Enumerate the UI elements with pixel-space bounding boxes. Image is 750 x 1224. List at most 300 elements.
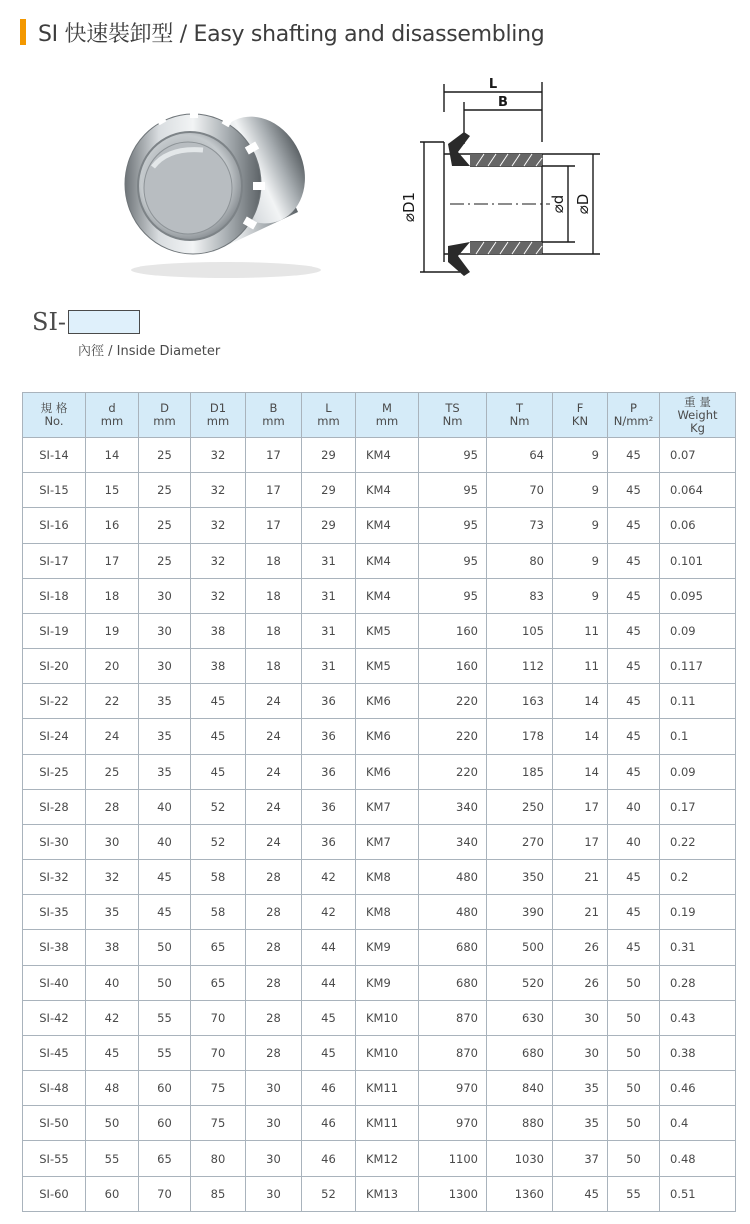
cell-B: 18 [246, 649, 302, 684]
page-title: SI 快速裝卸型 / Easy shafting and disassembling [38, 21, 545, 47]
cell-L: 31 [302, 543, 356, 578]
label-D: ⌀D [574, 193, 592, 215]
cell-L: 46 [302, 1141, 356, 1176]
technical-drawing [400, 72, 620, 297]
cell-T: 185 [487, 754, 553, 789]
accent-bar [20, 19, 26, 45]
cell-d: 22 [86, 684, 139, 719]
label-d: ⌀d [549, 194, 567, 214]
cell-d: 42 [86, 1000, 139, 1035]
cell-T: 520 [487, 965, 553, 1000]
cell-D1: 80 [191, 1141, 246, 1176]
cell-M: KM5 [356, 613, 419, 648]
cell-F: 21 [553, 895, 608, 930]
cell-T: 270 [487, 824, 553, 859]
cell-no: SI-60 [23, 1176, 86, 1211]
cell-weight: 0.31 [660, 930, 736, 965]
label-B: B [498, 95, 508, 110]
cell-T: 163 [487, 684, 553, 719]
cell-weight: 0.28 [660, 965, 736, 1000]
cell-TS: 480 [419, 860, 487, 895]
table-row [23, 438, 736, 473]
cell-d: 48 [86, 1071, 139, 1106]
designation-input-box [68, 310, 140, 334]
header-F [553, 393, 608, 438]
cell-B: 24 [246, 719, 302, 754]
cell-P: 50 [608, 1035, 660, 1070]
cell-D: 45 [139, 860, 191, 895]
cell-D: 35 [139, 719, 191, 754]
cell-M: KM8 [356, 860, 419, 895]
cell-F: 14 [553, 754, 608, 789]
cell-B: 30 [246, 1141, 302, 1176]
cell-D: 45 [139, 895, 191, 930]
cell-d: 30 [86, 824, 139, 859]
cell-T: 500 [487, 930, 553, 965]
table-row [23, 754, 736, 789]
header-D1 [191, 393, 246, 438]
cell-M: KM5 [356, 649, 419, 684]
cell-F: 11 [553, 649, 608, 684]
cell-F: 30 [553, 1035, 608, 1070]
cell-D1: 32 [191, 473, 246, 508]
cell-D: 25 [139, 543, 191, 578]
header-B [246, 393, 302, 438]
cell-B: 24 [246, 684, 302, 719]
cell-weight: 0.22 [660, 824, 736, 859]
cell-F: 9 [553, 543, 608, 578]
cell-D: 50 [139, 930, 191, 965]
cell-weight: 0.43 [660, 1000, 736, 1035]
table-row [23, 543, 736, 578]
cell-T: 840 [487, 1071, 553, 1106]
cell-no: SI-38 [23, 930, 86, 965]
cell-TS: 220 [419, 754, 487, 789]
cell-d: 24 [86, 719, 139, 754]
cell-weight: 0.38 [660, 1035, 736, 1070]
cell-no: SI-24 [23, 719, 86, 754]
cell-weight: 0.19 [660, 895, 736, 930]
cell-T: 64 [487, 438, 553, 473]
label-D1: ⌀D1 [400, 191, 418, 223]
cell-B: 18 [246, 578, 302, 613]
table-row [23, 508, 736, 543]
cell-TS: 160 [419, 613, 487, 648]
cell-D1: 75 [191, 1071, 246, 1106]
cell-weight: 0.17 [660, 789, 736, 824]
cell-weight: 0.09 [660, 613, 736, 648]
cell-L: 31 [302, 578, 356, 613]
cell-P: 50 [608, 1106, 660, 1141]
cell-D: 40 [139, 824, 191, 859]
cell-M: KM9 [356, 965, 419, 1000]
cell-L: 31 [302, 613, 356, 648]
cell-T: 73 [487, 508, 553, 543]
cell-T: 880 [487, 1106, 553, 1141]
cell-M: KM4 [356, 543, 419, 578]
header-TS [419, 393, 487, 438]
cell-L: 36 [302, 684, 356, 719]
cell-D1: 75 [191, 1106, 246, 1141]
cell-T: 80 [487, 543, 553, 578]
header-L [302, 393, 356, 438]
cell-TS: 95 [419, 438, 487, 473]
header-d-top: d [108, 401, 116, 415]
cell-L: 36 [302, 754, 356, 789]
cell-no: SI-48 [23, 1071, 86, 1106]
cell-B: 28 [246, 965, 302, 1000]
header-F-top: F [576, 401, 584, 415]
table-row [23, 1106, 736, 1141]
cell-D1: 45 [191, 719, 246, 754]
cell-weight: 0.095 [660, 578, 736, 613]
header-weight-mid: Weight [677, 407, 718, 422]
cell-TS: 1100 [419, 1141, 487, 1176]
cell-P: 45 [608, 649, 660, 684]
cell-weight: 0.48 [660, 1141, 736, 1176]
header-no [23, 393, 86, 438]
cell-P: 50 [608, 1000, 660, 1035]
cell-P: 45 [608, 930, 660, 965]
cell-B: 30 [246, 1071, 302, 1106]
cell-B: 24 [246, 789, 302, 824]
cell-F: 30 [553, 1000, 608, 1035]
header-T [487, 393, 553, 438]
cell-D1: 32 [191, 543, 246, 578]
header-P-top: P [630, 401, 637, 415]
cell-D: 60 [139, 1071, 191, 1106]
cell-L: 45 [302, 1000, 356, 1035]
cell-D1: 58 [191, 895, 246, 930]
cell-d: 16 [86, 508, 139, 543]
cell-L: 36 [302, 719, 356, 754]
cell-F: 9 [553, 508, 608, 543]
cell-no: SI-55 [23, 1141, 86, 1176]
cell-F: 26 [553, 965, 608, 1000]
cell-d: 50 [86, 1106, 139, 1141]
cell-P: 45 [608, 754, 660, 789]
table-row [23, 930, 736, 965]
cell-F: 11 [553, 613, 608, 648]
cell-D1: 85 [191, 1176, 246, 1211]
cell-T: 1360 [487, 1176, 553, 1211]
cell-M: KM4 [356, 578, 419, 613]
cell-B: 28 [246, 1035, 302, 1070]
cell-P: 45 [608, 860, 660, 895]
cell-T: 630 [487, 1000, 553, 1035]
cell-no: SI-40 [23, 965, 86, 1000]
cell-L: 46 [302, 1106, 356, 1141]
cell-T: 70 [487, 473, 553, 508]
cell-B: 24 [246, 824, 302, 859]
cell-d: 14 [86, 438, 139, 473]
cell-P: 45 [608, 438, 660, 473]
header-L-top: L [325, 401, 332, 415]
cell-M: KM4 [356, 438, 419, 473]
cell-d: 19 [86, 613, 139, 648]
cell-TS: 95 [419, 578, 487, 613]
cell-M: KM9 [356, 930, 419, 965]
table-header-row [23, 393, 736, 438]
cell-F: 37 [553, 1141, 608, 1176]
cell-TS: 220 [419, 684, 487, 719]
cell-F: 35 [553, 1106, 608, 1141]
cell-TS: 970 [419, 1106, 487, 1141]
cell-d: 40 [86, 965, 139, 1000]
cell-T: 105 [487, 613, 553, 648]
cell-F: 21 [553, 860, 608, 895]
table-row [23, 860, 736, 895]
cell-P: 45 [608, 473, 660, 508]
table-row [23, 1071, 736, 1106]
cell-P: 40 [608, 824, 660, 859]
label-L: L [488, 77, 498, 92]
cell-TS: 870 [419, 1035, 487, 1070]
cell-B: 30 [246, 1106, 302, 1141]
cell-weight: 0.1 [660, 719, 736, 754]
header-P [608, 393, 660, 438]
cell-P: 45 [608, 895, 660, 930]
header-d-bottom: mm [100, 414, 124, 428]
header-D [139, 393, 191, 438]
table-row [23, 649, 736, 684]
cell-TS: 480 [419, 895, 487, 930]
cell-d: 35 [86, 895, 139, 930]
cell-P: 40 [608, 789, 660, 824]
cell-P: 45 [608, 684, 660, 719]
cell-weight: 0.064 [660, 473, 736, 508]
cell-no: SI-42 [23, 1000, 86, 1035]
cell-weight: 0.2 [660, 860, 736, 895]
cell-no: SI-19 [23, 613, 86, 648]
cell-d: 55 [86, 1141, 139, 1176]
cell-L: 36 [302, 824, 356, 859]
table-row [23, 719, 736, 754]
cell-P: 45 [608, 719, 660, 754]
designation-prefix: SI- [32, 308, 67, 336]
cell-weight: 0.06 [660, 508, 736, 543]
table-row [23, 613, 736, 648]
header-B-bottom: mm [262, 414, 285, 428]
cell-F: 9 [553, 578, 608, 613]
table-row [23, 684, 736, 719]
cell-P: 55 [608, 1176, 660, 1211]
cell-d: 45 [86, 1035, 139, 1070]
cell-B: 18 [246, 543, 302, 578]
cell-D: 50 [139, 965, 191, 1000]
cell-D1: 38 [191, 613, 246, 648]
cell-weight: 0.11 [660, 684, 736, 719]
cell-no: SI-16 [23, 508, 86, 543]
cell-D: 60 [139, 1106, 191, 1141]
cell-d: 28 [86, 789, 139, 824]
cell-d: 15 [86, 473, 139, 508]
cell-weight: 0.4 [660, 1106, 736, 1141]
cell-L: 44 [302, 965, 356, 1000]
cell-D1: 70 [191, 1000, 246, 1035]
cell-d: 60 [86, 1176, 139, 1211]
cell-D: 40 [139, 789, 191, 824]
cell-D1: 32 [191, 508, 246, 543]
cell-D: 30 [139, 613, 191, 648]
cell-B: 17 [246, 473, 302, 508]
cell-D1: 38 [191, 649, 246, 684]
cell-M: KM4 [356, 508, 419, 543]
cell-no: SI-15 [23, 473, 86, 508]
cell-B: 28 [246, 930, 302, 965]
cell-weight: 0.46 [660, 1071, 736, 1106]
cell-B: 17 [246, 438, 302, 473]
cell-D: 65 [139, 1141, 191, 1176]
cell-D: 35 [139, 754, 191, 789]
designation-row [32, 308, 140, 336]
cell-L: 29 [302, 508, 356, 543]
cell-weight: 0.51 [660, 1176, 736, 1211]
cell-P: 50 [608, 1141, 660, 1176]
cell-T: 680 [487, 1035, 553, 1070]
cell-P: 50 [608, 1071, 660, 1106]
cell-F: 9 [553, 473, 608, 508]
header-M-top: M [382, 401, 392, 415]
cell-L: 42 [302, 860, 356, 895]
cell-M: KM13 [356, 1176, 419, 1211]
cell-TS: 680 [419, 965, 487, 1000]
cell-B: 17 [246, 508, 302, 543]
cell-D: 25 [139, 473, 191, 508]
header-D1-bottom: mm [206, 414, 230, 428]
cell-D: 30 [139, 649, 191, 684]
header-P-bottom: N/mm² [613, 414, 654, 428]
cell-M: KM6 [356, 719, 419, 754]
cell-L: 45 [302, 1035, 356, 1070]
cell-M: KM6 [356, 754, 419, 789]
cell-T: 83 [487, 578, 553, 613]
cell-no: SI-50 [23, 1106, 86, 1141]
cell-B: 28 [246, 860, 302, 895]
cell-D1: 52 [191, 824, 246, 859]
header-TS-top: TS [445, 401, 460, 415]
cell-P: 45 [608, 508, 660, 543]
cell-M: KM11 [356, 1071, 419, 1106]
cell-D: 35 [139, 684, 191, 719]
spec-table [22, 392, 736, 1212]
cell-D: 30 [139, 578, 191, 613]
cell-no: SI-35 [23, 895, 86, 930]
cell-T: 350 [487, 860, 553, 895]
cell-D: 70 [139, 1176, 191, 1211]
cell-TS: 95 [419, 543, 487, 578]
cell-d: 20 [86, 649, 139, 684]
header-M-bottom: mm [375, 414, 399, 428]
table-row [23, 1176, 736, 1211]
cell-D1: 45 [191, 684, 246, 719]
header-T-top: T [515, 401, 524, 415]
cell-M: KM6 [356, 684, 419, 719]
header-D-bottom: mm [153, 414, 176, 428]
table-body [23, 438, 736, 1212]
cell-T: 1030 [487, 1141, 553, 1176]
cell-no: SI-14 [23, 438, 86, 473]
cell-weight: 0.117 [660, 649, 736, 684]
cell-B: 24 [246, 754, 302, 789]
cell-B: 28 [246, 1000, 302, 1035]
cell-no: SI-25 [23, 754, 86, 789]
cell-L: 46 [302, 1071, 356, 1106]
cell-M: KM7 [356, 824, 419, 859]
cell-B: 28 [246, 895, 302, 930]
header-D1-top: D1 [209, 401, 227, 415]
header-M [356, 393, 419, 438]
table-row [23, 895, 736, 930]
cell-T: 112 [487, 649, 553, 684]
cell-d: 38 [86, 930, 139, 965]
cell-M: KM12 [356, 1141, 419, 1176]
cell-D1: 32 [191, 438, 246, 473]
cell-M: KM8 [356, 895, 419, 930]
header-no-top: 規 格 [40, 401, 68, 415]
table-row [23, 965, 736, 1000]
cell-no: SI-32 [23, 860, 86, 895]
cell-TS: 340 [419, 824, 487, 859]
cell-TS: 95 [419, 508, 487, 543]
cell-T: 178 [487, 719, 553, 754]
header-T-bottom: Nm [509, 414, 530, 428]
cell-no: SI-18 [23, 578, 86, 613]
cell-P: 45 [608, 543, 660, 578]
cell-D1: 52 [191, 789, 246, 824]
header-d [86, 393, 139, 438]
cell-D: 25 [139, 438, 191, 473]
cell-M: KM10 [356, 1035, 419, 1070]
cell-d: 25 [86, 754, 139, 789]
header-weight-top: 重 量 [684, 394, 711, 409]
product-photo [108, 92, 348, 282]
cell-L: 36 [302, 789, 356, 824]
cell-M: KM10 [356, 1000, 419, 1035]
table-row [23, 824, 736, 859]
designation-caption: 內徑 / Inside Diameter [78, 344, 221, 359]
cell-F: 35 [553, 1071, 608, 1106]
cell-no: SI-22 [23, 684, 86, 719]
cell-TS: 95 [419, 473, 487, 508]
header-no-bottom: No. [44, 414, 64, 428]
cell-no: SI-17 [23, 543, 86, 578]
cell-TS: 340 [419, 789, 487, 824]
cell-F: 45 [553, 1176, 608, 1211]
page-header [20, 18, 544, 46]
table-row [23, 1035, 736, 1070]
table-row [23, 578, 736, 613]
cell-no: SI-28 [23, 789, 86, 824]
header-D-top: D [160, 401, 169, 415]
header-L-bottom: mm [317, 414, 340, 428]
cell-D1: 45 [191, 754, 246, 789]
cell-L: 44 [302, 930, 356, 965]
cell-no: SI-45 [23, 1035, 86, 1070]
cell-F: 9 [553, 438, 608, 473]
cell-F: 17 [553, 789, 608, 824]
cell-D: 55 [139, 1000, 191, 1035]
cell-L: 29 [302, 473, 356, 508]
cell-F: 26 [553, 930, 608, 965]
cell-F: 14 [553, 719, 608, 754]
cell-D1: 70 [191, 1035, 246, 1070]
cell-weight: 0.07 [660, 438, 736, 473]
cell-TS: 220 [419, 719, 487, 754]
cell-weight: 0.101 [660, 543, 736, 578]
cell-TS: 870 [419, 1000, 487, 1035]
header-F-bottom: KN [571, 414, 589, 428]
